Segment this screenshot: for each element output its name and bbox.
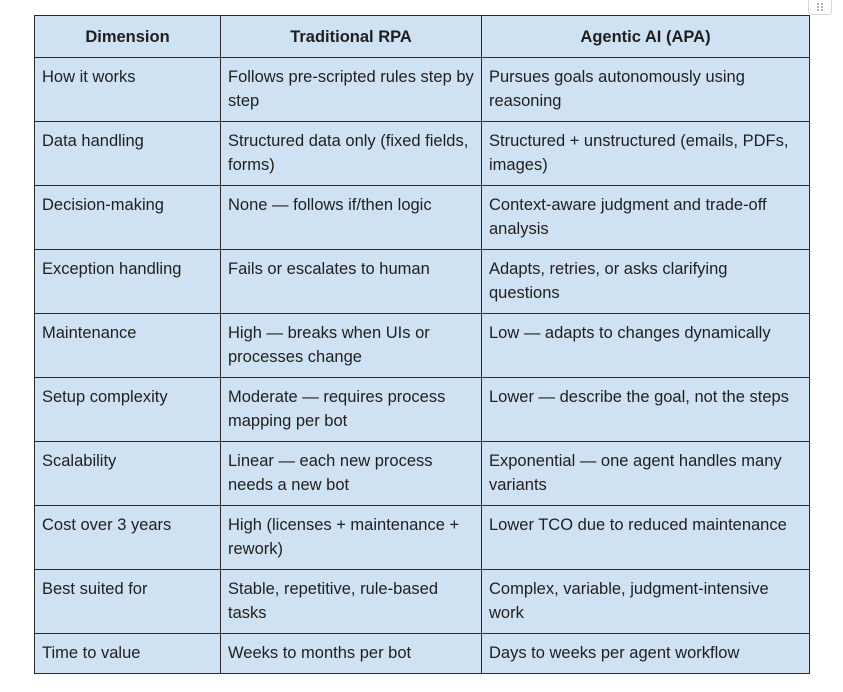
table-row <box>35 378 810 442</box>
table-row <box>35 634 810 674</box>
cell-agentic-ai[interactable]: Exponential — one agent handles many variants <box>482 442 810 506</box>
header-row <box>35 16 810 58</box>
table-row <box>35 122 810 186</box>
cell-dimension[interactable]: Scalability <box>35 442 221 506</box>
table-row <box>35 506 810 570</box>
cell-dimension[interactable]: Cost over 3 years <box>35 506 221 570</box>
comparison-table <box>34 15 810 674</box>
cell-dimension[interactable]: Data handling <box>35 122 221 186</box>
cell-traditional-rpa[interactable]: Linear — each new process needs a new bot <box>221 442 482 506</box>
header-cell-traditional-rpa[interactable]: Traditional RPA <box>221 16 482 58</box>
cell-dimension[interactable]: Time to value <box>35 634 221 674</box>
cell-dimension[interactable]: Maintenance <box>35 314 221 378</box>
table-drag-handle[interactable] <box>808 0 832 15</box>
cell-agentic-ai[interactable]: Adapts, retries, or asks clarifying questions <box>482 250 810 314</box>
cell-traditional-rpa[interactable]: High — breaks when UIs or processes change <box>221 314 482 378</box>
table-row <box>35 314 810 378</box>
drag-handle-icon <box>815 2 825 12</box>
cell-agentic-ai[interactable]: Lower TCO due to reduced maintenance <box>482 506 810 570</box>
cell-agentic-ai[interactable]: Lower — describe the goal, not the steps <box>482 378 810 442</box>
cell-traditional-rpa[interactable]: Fails or escalates to human <box>221 250 482 314</box>
cell-dimension[interactable]: Setup complexity <box>35 378 221 442</box>
cell-traditional-rpa[interactable]: Stable, repetitive, rule-based tasks <box>221 570 482 634</box>
cell-agentic-ai[interactable]: Complex, variable, judgment-intensive work <box>482 570 810 634</box>
cell-dimension[interactable]: Exception handling <box>35 250 221 314</box>
cell-traditional-rpa[interactable]: Moderate — requires process mapping per bot <box>221 378 482 442</box>
cell-agentic-ai[interactable]: Low — adapts to changes dynamically <box>482 314 810 378</box>
cell-agentic-ai[interactable]: Days to weeks per agent workflow <box>482 634 810 674</box>
cell-agentic-ai[interactable]: Structured + unstructured (emails, PDFs, images) <box>482 122 810 186</box>
cell-dimension[interactable]: Best suited for <box>35 570 221 634</box>
cell-dimension[interactable]: Decision-making <box>35 186 221 250</box>
table-row <box>35 58 810 122</box>
cell-traditional-rpa[interactable]: Weeks to months per bot <box>221 634 482 674</box>
header-cell-dimension[interactable]: Dimension <box>35 16 221 58</box>
cell-dimension[interactable]: How it works <box>35 58 221 122</box>
cell-agentic-ai[interactable]: Context-aware judgment and trade-off analysis <box>482 186 810 250</box>
table-row <box>35 442 810 506</box>
table-row <box>35 570 810 634</box>
table-row <box>35 186 810 250</box>
cell-traditional-rpa[interactable]: None — follows if/then logic <box>221 186 482 250</box>
header-cell-agentic-ai[interactable]: Agentic AI (APA) <box>482 16 810 58</box>
cell-traditional-rpa[interactable]: Structured data only (fixed fields, forms) <box>221 122 482 186</box>
table-row <box>35 250 810 314</box>
cell-traditional-rpa[interactable]: Follows pre-scripted rules step by step <box>221 58 482 122</box>
cell-agentic-ai[interactable]: Pursues goals autonomously using reasoning <box>482 58 810 122</box>
cell-traditional-rpa[interactable]: High (licenses + maintenance + rework) <box>221 506 482 570</box>
